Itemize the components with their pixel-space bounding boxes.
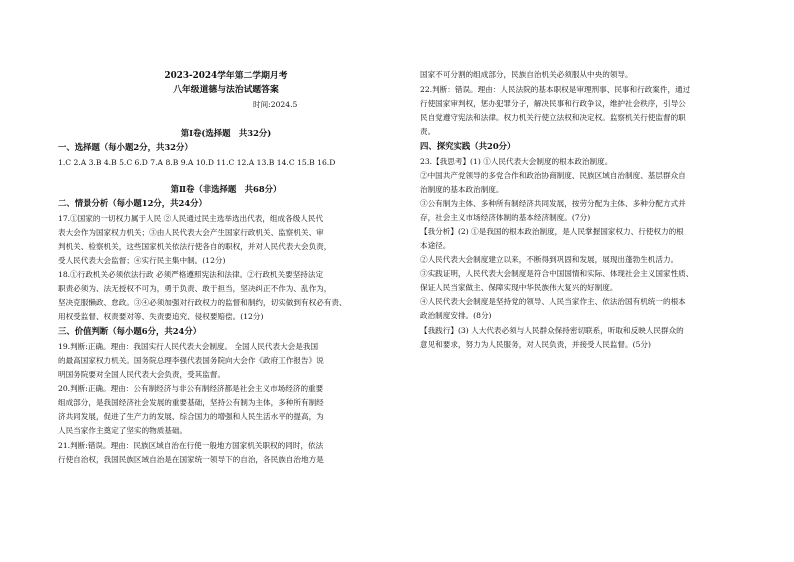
text-line: 三、价值判断（每小题6分，共24分）	[58, 326, 202, 336]
text-line: 民自觉遵守宪法和法律。权力机关行使立法权和决定权。监察机关行使监督的职	[420, 113, 686, 122]
text-line: 责。	[420, 127, 436, 136]
text-line: ④人民代表大会制度是坚持党的领导、人民当家作主、依法治国有机统一的根本	[420, 297, 686, 306]
text-line: 17.①国家的一切权力属于人民 ②人民通过民主选举选出代表，组成各级人民代	[58, 214, 324, 223]
text-line: 济共同发展，促进了生产力的发展、综合国力的增强和人民生活水平的提高，为	[58, 412, 324, 421]
text-line: 二、情景分析（每小题12分，共24分）	[58, 198, 207, 208]
text-line: 一、选择题（每小题2分，共32分）	[58, 142, 193, 152]
text-line: 判机关、检察机关，这些国家机关依法行使各自的职权，并对人民代表大会负责，	[58, 242, 332, 251]
text-line: 22.判断：错误。理由：人民法院的基本职权是审理刑事、民事和行政案件，通过	[420, 85, 691, 94]
text-line: 18.①行政机关必须依法行政 必须严格遵照宪法和法律。②行政机关要坚持法定	[58, 270, 324, 279]
text-line: 组成部分，是我国经济社会发展的重要基础，坚持公有制为主体，多种所有制经	[58, 398, 324, 407]
text-line: 第Ⅰ卷(选择题 共32分)	[180, 128, 272, 138]
text-line: 时间:2024.5	[253, 100, 298, 109]
text-line: 【我分析】(2) ①是我国的根本政治制度，是人民掌握国家权力、行使权力的根	[420, 227, 684, 236]
text-line: 八年级道德与法治试题答案	[173, 85, 279, 95]
text-line: 坚决克服懒政、怠政。③④必须加强对行政权力的监督和制约，切实做到有权必有责、	[58, 298, 347, 307]
text-line: 人民当家作主奠定了坚实的物质基础。	[58, 426, 188, 435]
text-line: 保证人民当家做主、保障实现中华民族伟大复兴的好制度。	[420, 283, 618, 292]
text-line: ②人民代表大会制度建立以来，不断得到巩固和发展，展现出蓬勃生机活力。	[420, 255, 679, 264]
text-line: 治制度的基本政治制度。	[420, 185, 504, 194]
text-line: 的最高国家权力机关。国务院总理李强代表国务院向大会作《政府工作报告》说	[58, 356, 324, 365]
text-line: 本途径。	[420, 241, 451, 250]
text-line: 1.C 2.A 3.B 4.B 5.C 6.D 7.A 8.B 9.A 10.D 11.C 12.A 13.B 14.C 15.B 16.D	[58, 158, 336, 167]
text-line: 用权受监督、权责要对等、失责要追究、侵权要赔偿。(12分)	[58, 312, 264, 321]
text-line: 职责必须为、法无授权不可为，勇于负责、敢于担当，坚决纠正不作为、乱作为，	[58, 284, 332, 293]
text-line: 政治制度安排。(8分)	[420, 311, 492, 320]
text-line: ②中国共产党领导的多党合作和政治协商制度、民族区域自治制度、基层群众自	[420, 171, 686, 180]
text-line: 意见和要求，努力为人民服务，对人民负责，并接受人民监督。(5分)	[420, 340, 651, 349]
text-line: 第Ⅱ卷（非选择题 共68分）	[170, 184, 282, 194]
text-line: 19.判断:正确。理由：我国实行人民代表大会制度。 全国人民代表大会是我国	[58, 342, 319, 351]
text-line: 23.【我思考】(1) ①人民代表大会制度的根本政治制度。	[420, 157, 613, 166]
text-line: 行使自治权，我国民族区域自治是在国家统一领导下的自治，各民族自治地方是	[58, 455, 324, 464]
text-line: 20.判断:正确。理由：公有制经济与非公有制经济都是社会主义市场经济的重要	[58, 384, 324, 393]
text-line: 行使国家审判权，惩办犯罪分子，解决民事和行政争议，维护社会秩序，引导公	[420, 99, 686, 108]
text-line: 明国务院要对全国人民代表大会负责，受其监督。	[58, 370, 226, 379]
text-line: 存，社会主义市场经济体制的基本经济制度。(7分)	[420, 213, 591, 222]
text-line: 【我践行】(3) 人大代表必须与人民群众保持密切联系，听取和反映人民群众的	[420, 326, 684, 335]
text-line: ③公有制为主体、多种所有制经济共同发展，按劳分配为主体、多种分配方式并	[420, 199, 686, 208]
text-line: ③实践证明，人民代表大会制度是符合中国国情和实际、体现社会主义国家性质、	[420, 269, 694, 278]
text-line: 四、探究实践（共20分）	[420, 141, 516, 151]
text-line: 21.判断:错误。理由：民族区域自治在行使一般地方国家机关职权的同时，依法	[58, 441, 324, 450]
text-line: 表大会作为国家权力机关；③由人民代表大会产生国家行政机关、监察机关、审	[58, 228, 324, 237]
text-line: 2023-2024学年第二学期月考	[164, 71, 288, 81]
text-line: 受人民代表大会监督；④实行民主集中制。(12分)	[58, 256, 226, 265]
text-line: 国家不可分割的组成部分，民族自治机关必须服从中央的领导。	[420, 70, 633, 79]
